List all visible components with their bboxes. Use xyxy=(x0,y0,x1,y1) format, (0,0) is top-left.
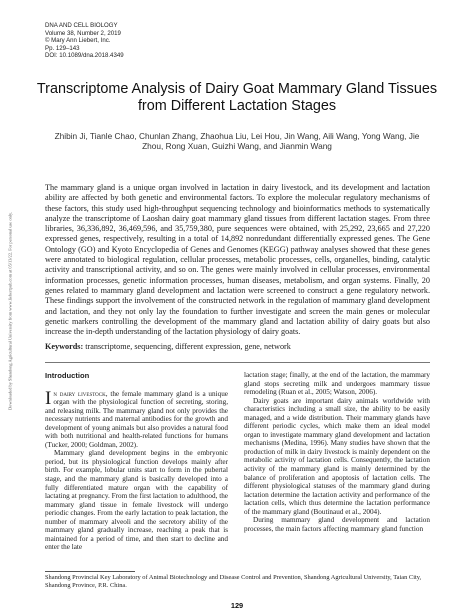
download-side-note xyxy=(4,186,16,436)
intro-paragraph-2-continued: lactation stage; finally, at the end of the lactation, the mammary gland stops secreting milk and undergoes mammary tissue remodeling (Ruan et al., 2005; Watson, 2006). xyxy=(244,371,430,397)
intro-paragraph-1 xyxy=(45,387,228,450)
journal-doi: DOI: 10.1089/dna.2018.4349 xyxy=(45,52,124,60)
intro-paragraph-3: Dairy goats are important dairy animals worldwide with characteristics including a small size, the ability to be easily managed, and a wide distribution. Their mammary glands have different periodic cycles, which make them an ideal model organ to investigate mammary gland development and lactation mechanisms (Medina, 1996). Many studies have shown that the production of milk in dairy livestock is mainly dependent on the metabolic activity of lactation cells. Consequently, the lactation activity of the mammary gland is mainly determined by the balance of proliferation and apoptosis of lactation cells. The different physiological statuses of the mammary gland during lactation determine the lactation activity and performance of the lactation cells, which thus determine the lactation performance of the mammary gland (Boutinaud et al., 2004). xyxy=(244,396,430,516)
journal-copyright: © Mary Ann Liebert, Inc. xyxy=(45,37,111,45)
keywords-text: transcriptome, sequencing, different expression, gene, network xyxy=(85,342,291,351)
journal-header xyxy=(45,22,245,60)
footnote-divider xyxy=(45,571,135,572)
author-list: Zhibin Ji, Tianle Chao, Chunlan Zhang, Zhaohua Liu, Lei Hou, Jin Wang, Aili Wang, Yong Wang, Jie Zhou, Rong Xuan, Guizhi Wang, and Jianmin Wang xyxy=(54,131,420,152)
journal-pages: Pp. 129–143 xyxy=(45,44,80,52)
intro-paragraph-2: Mammary gland development begins in the embryonic period, but its physiological function develops mainly after birth. For example, lobular units start to form in the pubertal stage, and the mammary gland is basically developed into a fully differentiated mature organ with the capability of lactating at pregnancy. From the first lactation to adulthood, the mammary gland tissue in female livestock will undergo periodic changes. From the early lactation to peak lactation, the number of mammary alveoli and the secretory ability of the mammary gland gradually increase, reaching a peak that is maintained for a period of time, and then start to decline and enter the late xyxy=(45,449,228,552)
abstract: The mammary gland is a unique organ involved in lactation in dairy livestock, and its development and lactation ability are affected by both genetic and environmental factors. To explore the molecular regulatory mechanisms of these factors, this study used high-throughput sequencing technology and bioinformatics methods to systematically analyze the transcriptome of Laoshan dairy goat mammary gland tissues from different lactation stages. From three libraries, 36,336,892, 36,469,596, and 35,759,380, pure sequences were obtained, with 25,292, 23,665 and 27,220 expressed genes, respectively, resulting in a total of 14,892 nonredundant differentially expressed genes. The Gene Ontology (GO) and Kyoto Encyclopedia of Genes and Genomes (KEGG) pathway analyses showed that these genes were annotated to biological regulation, cellular processes, metabolic processes, cells, organelles, binding, catalytic activity and transcriptional activity, and so on. The genes were mainly involved in cellular processes, environmental information processes, genetic information processes, human diseases, metabolism, and organ systems. Finally, 20 genes related to mammary gland development and lactation were screened to construct a gene regulatory network. These findings support the involvement of the constructed network in the regulation of mammary gland development and lactation, and they not only lay the foundation to further investigate and screen the main genes or molecular genetic markers controlling the development of the mammary gland and lactation ability of dairy goats but also increase the in-depth understanding of the lactation physiology of dairy goats. xyxy=(45,183,430,337)
journal-name: DNA AND CELL BIOLOGY xyxy=(45,22,118,29)
left-column xyxy=(45,372,228,552)
intro-paragraph-4: During mammary gland development and lactation processes, the main factors affecting mammary gland function xyxy=(244,516,430,533)
introduction-heading: Introduction xyxy=(45,371,90,380)
intro-paragraph-1-text: the female mammary gland is a unique organ with the physiological function of secreting, storing, and releasing milk. The mammary gland not only provides the necessary nutrients and maternal antibodies for the growth and development of young animals but also provides a natural food with both nutritional and health-related functions for humans (Tucker, 2000; Goldman, 2002). xyxy=(45,389,228,449)
keywords xyxy=(45,342,430,352)
section-divider xyxy=(45,362,430,363)
intro-lead-in: n dairy livestock, xyxy=(53,389,108,398)
journal-volume: Volume 38, Number 2, 2019 xyxy=(45,29,121,37)
affiliation-footnote: Shandong Provincial Key Laboratory of Animal Biotechnology and Disease Control and Prevention, Shandong Agricultural University, Taian City, Shandong Province, P.R. China. xyxy=(45,574,422,590)
right-column xyxy=(244,371,430,533)
page-number: 129 xyxy=(230,601,244,610)
keywords-label: Keywords: xyxy=(45,342,84,351)
drop-cap: I xyxy=(45,387,52,409)
paper-title: Transcriptome Analysis of Dairy Goat Mammary Gland Tissues from Different Lactation Stages xyxy=(36,81,438,115)
side-note-text: Downloaded by Shandong Agricultural University from www.liebertpub.com at 05/13/22. For personal use only. xyxy=(7,212,13,410)
